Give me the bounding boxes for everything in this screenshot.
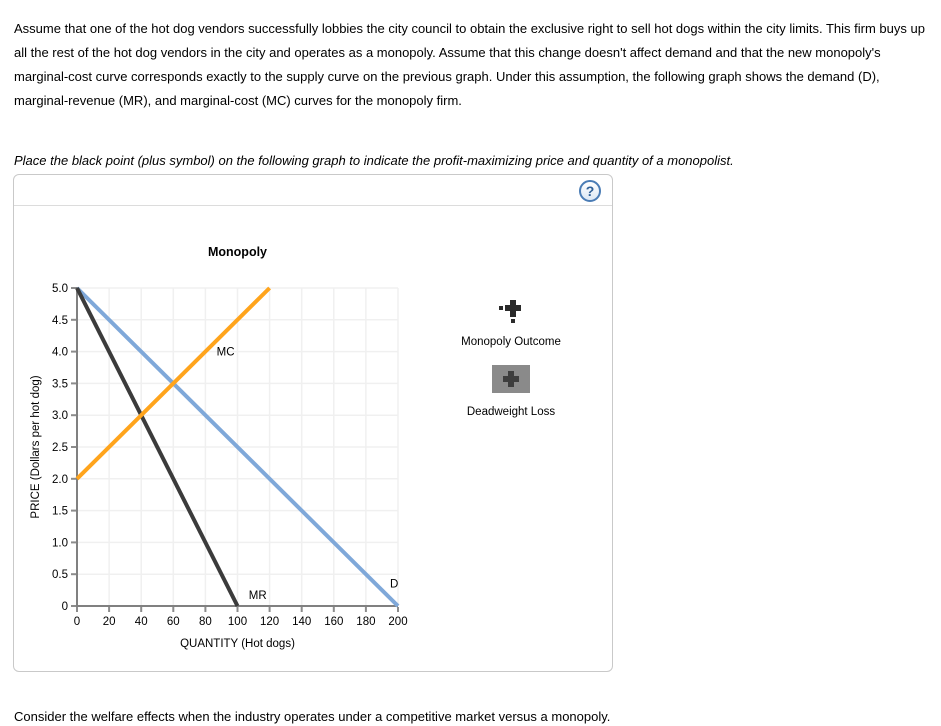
y-tick-label: 3.5 [52,378,68,391]
instruction-text: Place the black point (plus symbol) on the following graph to indicate the profit-maximizing price and quantity of a monopolist. [14,153,734,168]
x-tick-label: 40 [134,616,148,628]
marginal-revenue-curve-label: MR [248,590,267,603]
shaded-area-icon[interactable] [492,365,530,393]
graph-tools-legend [441,298,581,419]
x-tick-label: 60 [166,616,180,628]
y-tick-label: 4.5 [52,314,68,327]
legend-deadweight-loss-tool [441,365,581,393]
y-tick-label: 2.0 [52,473,68,486]
y-tick-label: 0.5 [52,569,68,582]
y-tick-label: 1.5 [52,505,68,518]
monopoly-graph[interactable] [14,206,444,671]
legend-monopoly-outcome-tool [441,298,581,324]
graph-panel [13,174,613,672]
y-tick-label: 5.0 [52,283,68,295]
help-icon[interactable]: ? [579,180,601,202]
legend-label-deadweight-loss: Deadweight Loss [466,406,556,418]
y-axis-title: PRICE (Dollars per hot dog) [30,375,42,519]
marginal-cost-curve-label: MC [216,346,235,359]
x-tick-label: 80 [199,616,212,628]
x-tick-label: 160 [324,616,344,628]
y-tick-label: 1.0 [52,537,68,550]
intro-paragraph: Assume that one of the hot dog vendors successfully lobbies the city council to obtain the exclusive right to sell hot dogs within the city limits. This firm buys up all the rest of the hot dog vendors in the city and operates as a monopoly. Assume that this change doesn't affect demand and that the new monopoly's marginal-cost curve corresponds exactly to the supply curve on the previous graph. Under this assumption, the following graph shows the demand (D), marginal-revenue (MR), and marginal-cost (MC) curves for the monopoly firm. [14,21,925,108]
x-tick-label: 0 [73,616,81,628]
x-tick-label: 200 [388,616,408,628]
x-tick-label: 120 [260,616,280,628]
x-tick-label: 180 [356,616,376,628]
x-tick-label: 140 [292,616,312,628]
x-tick-label: 100 [227,616,248,628]
plus-point-icon[interactable] [498,298,524,324]
y-tick-label: 4.0 [52,346,68,359]
legend-label-monopoly-outcome: Monopoly Outcome [461,336,561,348]
y-tick-label: 3.0 [52,410,68,423]
demand-curve-label: D [389,578,399,591]
panel-header [14,175,612,206]
chart-title: Monopoly [207,245,268,259]
panel-body [14,206,612,671]
y-tick-label: 2.5 [52,442,68,454]
footer-text: Consider the welfare effects when the industry operates under a competitive market versus a monopoly. [14,709,611,724]
x-axis-title: QUANTITY (Hot dogs) [180,638,295,650]
y-tick-label: 0 [61,601,68,613]
x-tick-label: 20 [102,616,116,628]
